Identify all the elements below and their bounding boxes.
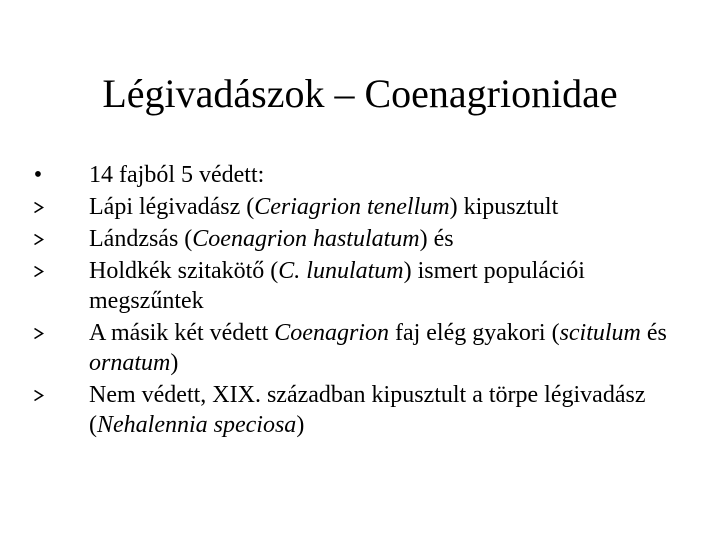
text-segment: )	[296, 412, 305, 438]
italic-text-segment: ornatum	[89, 350, 171, 376]
text-segment: )	[170, 350, 179, 376]
slide-title: Légivadászok – Coenagrionidae	[102, 71, 618, 116]
text-segment: Nem védett, XIX. században kipusztult a törpe légivadász (	[89, 382, 646, 438]
text-segment: ) ismert populációi megszűntek	[89, 258, 585, 314]
italic-text-segment: Coenagrion	[274, 320, 389, 346]
arrow-bullet-icon	[28, 318, 48, 348]
bullet-item	[28, 192, 688, 222]
bullet-text	[89, 258, 585, 314]
arrow-bullet-icon	[28, 224, 48, 254]
bullet-list	[28, 160, 688, 442]
bullet-text	[89, 382, 645, 438]
text-segment: A másik két védett	[89, 320, 275, 346]
italic-text-segment: Coenagrion hastulatum	[192, 226, 420, 252]
text-segment: ) kipusztult	[449, 194, 559, 220]
italic-text-segment: Nehalennia speciosa	[97, 412, 297, 438]
text-segment: Lápi légivadász (	[89, 194, 255, 220]
text-segment: faj elég gyakori (	[388, 320, 560, 346]
text-segment: ) és	[419, 226, 454, 252]
bullet-text	[89, 226, 454, 252]
bullet-item	[28, 224, 688, 254]
text-segment: és	[640, 320, 667, 346]
bullet-item	[28, 318, 688, 378]
arrow-bullet-icon	[28, 380, 48, 410]
text-segment: 14 fajból 5 védett:	[89, 162, 265, 188]
italic-text-segment: C. lunulatum	[278, 258, 404, 284]
italic-text-segment: scitulum	[559, 320, 641, 346]
bullet-item	[28, 256, 688, 316]
arrow-bullet-icon	[28, 192, 48, 222]
bullet-text	[89, 320, 667, 376]
bullet-text	[89, 162, 264, 188]
text-segment: Holdkék szitakötő (	[89, 258, 279, 284]
bullet-item	[28, 380, 688, 440]
arrow-bullet-icon	[28, 256, 48, 286]
bullet-item	[28, 160, 688, 190]
bullet-text	[89, 194, 558, 220]
round-bullet-icon: •	[33, 162, 43, 188]
text-segment: Lándzsás (	[89, 226, 193, 252]
italic-text-segment: Ceriagrion tenellum	[254, 194, 450, 220]
